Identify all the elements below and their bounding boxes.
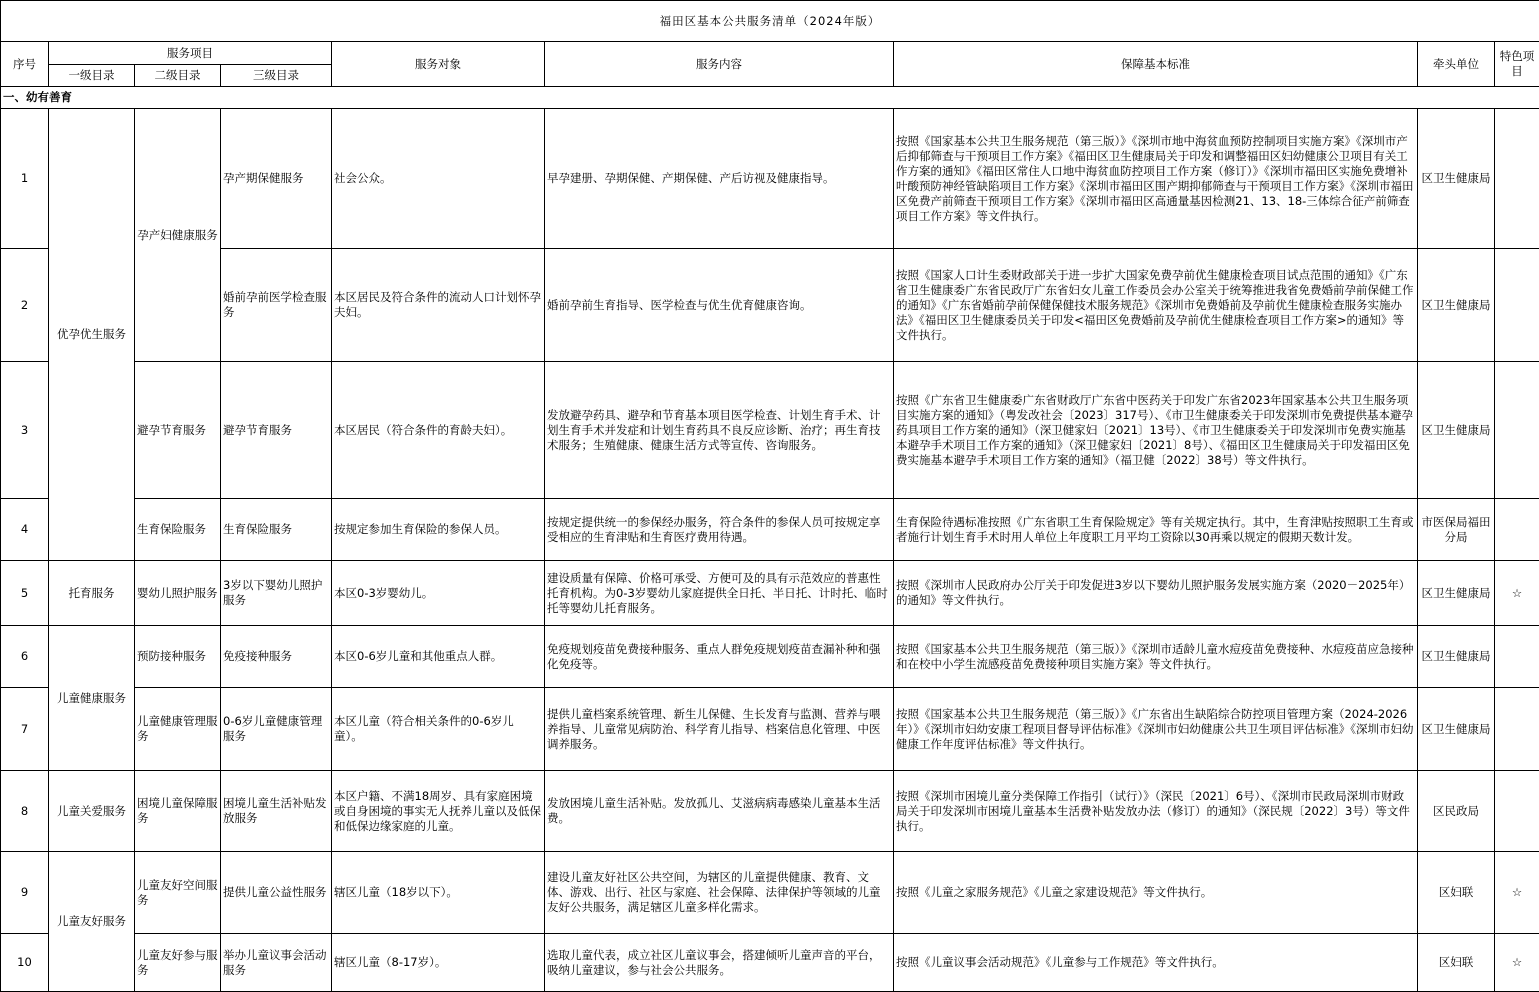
- table-row: [1, 626, 1539, 688]
- page-title: 福田区基本公共服务清单（2024年版）: [1, 1, 1539, 42]
- level3-cell: 提供儿童公益性服务: [221, 852, 332, 934]
- target-cell: 按规定参加生育保险的参保人员。: [332, 499, 545, 561]
- unit-cell: 区卫生健康局: [1418, 249, 1495, 362]
- table-row: [1, 688, 1539, 771]
- header-content: 服务内容: [545, 42, 894, 87]
- standard-cell: 按照《国家人口计生委财政部关于进一步扩大国家免费孕前优生健康检查项目试点范围的通知》《广东省卫生健康委广东省民政厅广东省妇女儿童工作委员会办公室关于统筹推进我省免费婚前孕前保健工作的通知》《广东省婚前孕前保健保健技术服务规范》《深圳市免费婚前及孕前优生健康检查服务实施办法》《福田区卫生健康委员关于印发<福田区免费婚前及孕前优生健康检查项目工作方案>的通知》等文件执行。: [894, 249, 1418, 362]
- level2-cell: 儿童友好空间服务: [135, 852, 221, 934]
- section-title: 一、幼有善育: [1, 87, 1539, 109]
- special-cell: [1495, 109, 1539, 249]
- unit-cell: 市医保局福田分局: [1418, 499, 1495, 561]
- row-number: 1: [1, 109, 49, 249]
- target-cell: 本区0-6岁儿童和其他重点人群。: [332, 626, 545, 688]
- level3-cell: 3岁以下婴幼儿照护服务: [221, 561, 332, 626]
- level3-cell: 0-6岁儿童健康管理服务: [221, 688, 332, 771]
- table-row: [1, 934, 1539, 992]
- header-standard: 保障基本标准: [894, 42, 1418, 87]
- row-number: 9: [1, 852, 49, 934]
- level2-cell: 生育保险服务: [135, 499, 221, 561]
- unit-cell: 区卫生健康局: [1418, 626, 1495, 688]
- target-cell: 本区居民（符合条件的育龄夫妇）。: [332, 362, 545, 499]
- target-cell: 本区居民及符合条件的流动人口计划怀孕夫妇。: [332, 249, 545, 362]
- level1-cell: 儿童关爱服务: [49, 771, 135, 852]
- level1-cell: 优孕优生服务: [49, 109, 135, 561]
- content-cell: 选取儿童代表，成立社区儿童议事会，搭建倾听儿童声音的平台，吸纳儿童建议，参与社会公共服务。: [545, 934, 894, 992]
- row-number: 7: [1, 688, 49, 771]
- row-number: 5: [1, 561, 49, 626]
- unit-cell: 区妇联: [1418, 934, 1495, 992]
- row-number: 2: [1, 249, 49, 362]
- standard-cell: 按照《国家基本公共卫生服务规范（第三版）》《深圳市适龄儿童水痘疫苗免费接种、水痘疫苗应急接种和在校中小学生流感疫苗免费接种项目实施方案》等文件执行。: [894, 626, 1418, 688]
- header-target: 服务对象: [332, 42, 545, 87]
- level1-cell: 托育服务: [49, 561, 135, 626]
- standard-cell: 按照《国家基本公共卫生服务规范（第三版）》《广东省出生缺陷综合防控项目管理方案（2024-2026年）》《深圳市妇幼安康工程项目督导评估标准》《深圳市妇幼健康公共卫生项目评估标准》《深圳市妇幼健康工作年度评估标准》等文件执行。: [894, 688, 1418, 771]
- target-cell: 本区户籍、不满18周岁、具有家庭困境或自身困境的事实无人抚养儿童以及低保和低保边缘家庭的儿童。: [332, 771, 545, 852]
- content-cell: 按规定提供统一的参保经办服务，符合条件的参保人员可按规定享受相应的生育津贴和生育医疗费用待遇。: [545, 499, 894, 561]
- unit-cell: 区民政局: [1418, 771, 1495, 852]
- standard-cell: 生育保险待遇标准按照《广东省职工生育保险规定》等有关规定执行。其中，生育津贴按照职工生育或者施行计划生育手术时用人单位上年度职工月平均工资除以30再乘以规定的假期天数计发。: [894, 499, 1418, 561]
- level2-cell: 困境儿童保障服务: [135, 771, 221, 852]
- target-cell: 辖区儿童（18岁以下）。: [332, 852, 545, 934]
- content-cell: 发放困境儿童生活补贴。发放孤儿、艾滋病病毒感染儿童基本生活费。: [545, 771, 894, 852]
- content-cell: 建设儿童友好社区公共空间，为辖区的儿童提供健康、教育、文体、游戏、出行、社区与家庭、社会保障、法律保护等领域的儿童友好公共服务，满足辖区儿童多样化需求。: [545, 852, 894, 934]
- special-cell: ☆: [1495, 934, 1539, 992]
- header-special: 特色项目: [1495, 42, 1539, 87]
- header-level2: 二级目录: [135, 65, 221, 87]
- standard-cell: 按照《深圳市困境儿童分类保障工作指引（试行）》（深民〔2021〕6号）、《深圳市民政局深圳市财政局关于印发深圳市困境儿童基本生活费补贴发放办法（修订）的通知》（深民规〔2022〕3号）等文件执行。: [894, 771, 1418, 852]
- standard-cell: 按照《深圳市人民政府办公厅关于印发促进3岁以下婴幼儿照护服务发展实施方案（2020－2025年）的通知》等文件执行。: [894, 561, 1418, 626]
- special-cell: ☆: [1495, 561, 1539, 626]
- standard-cell: 按照《广东省卫生健康委广东省财政厅广东省中医药关于印发广东省2023年国家基本公共卫生服务项目实施方案的通知》（粤发改社会〔2023〕317号）、《市卫生健康委关于印发深圳市免费提供基本避孕药具项目工作方案的通知》（深卫健家妇〔2021〕13号）、《市卫生健康委关于印发深圳市免费实施基本避孕手术项目工作方案的通知》（深卫健家妇〔2021〕8号）、《福田区卫生健康局关于印发福田区免费实施基本避孕手术项目工作方案的通知》（福卫健〔2022〕38号）等文件执行。: [894, 362, 1418, 499]
- special-cell: [1495, 771, 1539, 852]
- standard-cell: 按照《国家基本公共卫生服务规范（第三版）》《深圳市地中海贫血预防控制项目实施方案》《深圳市产后抑郁筛查与干预项目工作方案》《福田区卫生健康局关于印发和调整福田区妇幼健康公卫项目有关工作方案的通知》《福田区常住人口地中海贫血防控项目工作方案（修订）》《深圳市福田区实施免费增补叶酸预防神经管缺陷项目工作方案》《深圳市福田区围产期抑郁筛查与干预项目工作方案》《深圳市福田区免费产前筛查干预项目工作方案》《深圳市福田区高通量基因检测21、13、18-三体综合征产前筛查项目工作方案》等文件执行。: [894, 109, 1418, 249]
- special-cell: [1495, 249, 1539, 362]
- content-cell: 婚前孕前生育指导、医学检查与优生优育健康咨询。: [545, 249, 894, 362]
- unit-cell: 区卫生健康局: [1418, 561, 1495, 626]
- special-cell: [1495, 362, 1539, 499]
- header-service-items: 服务项目: [49, 42, 332, 65]
- table-row: [1, 362, 1539, 499]
- level3-cell: 困境儿童生活补贴发放服务: [221, 771, 332, 852]
- row-number: 6: [1, 626, 49, 688]
- level2-cell: 孕产妇健康服务: [135, 109, 221, 362]
- special-cell: [1495, 499, 1539, 561]
- level3-cell: 生育保险服务: [221, 499, 332, 561]
- standard-cell: 按照《儿童议事会活动规范》《儿童参与工作规范》等文件执行。: [894, 934, 1418, 992]
- unit-cell: 区卫生健康局: [1418, 688, 1495, 771]
- target-cell: 本区儿童（符合相关条件的0-6岁儿童）。: [332, 688, 545, 771]
- header-level3: 三级目录: [221, 65, 332, 87]
- level1-cell: 儿童健康服务: [49, 626, 135, 771]
- row-number: 3: [1, 362, 49, 499]
- content-cell: 提供儿童档案系统管理、新生儿保健、生长发育与监测、营养与喂养指导、儿童常见病防治、科学育儿指导、档案信息化管理、中医调养服务。: [545, 688, 894, 771]
- level2-cell: 婴幼儿照护服务: [135, 561, 221, 626]
- level3-cell: 举办儿童议事会活动服务: [221, 934, 332, 992]
- row-number: 8: [1, 771, 49, 852]
- row-number: 4: [1, 499, 49, 561]
- standard-cell: 按照《儿童之家服务规范》《儿童之家建设规范》等文件执行。: [894, 852, 1418, 934]
- table-row: [1, 852, 1539, 934]
- target-cell: 辖区儿童（8-17岁）。: [332, 934, 545, 992]
- unit-cell: 区卫生健康局: [1418, 362, 1495, 499]
- level2-cell: 避孕节育服务: [135, 362, 221, 499]
- level1-cell: 儿童友好服务: [49, 852, 135, 992]
- level3-cell: 婚前孕前医学检查服务: [221, 249, 332, 362]
- content-cell: 发放避孕药具、避孕和节育基本项目医学检查、计划生育手术、计划生育手术并发症和计划生育药具不良反应诊断、治疗；再生育技术服务；生殖健康、健康生活方式等宣传、咨询服务。: [545, 362, 894, 499]
- level2-cell: 儿童健康管理服务: [135, 688, 221, 771]
- table-row: [1, 499, 1539, 561]
- header-seq: 序号: [1, 42, 49, 87]
- header-lead-unit: 牵头单位: [1418, 42, 1495, 87]
- row-number: 10: [1, 934, 49, 992]
- level3-cell: 避孕节育服务: [221, 362, 332, 499]
- header-level1: 一级目录: [49, 65, 135, 87]
- table-row: [1, 771, 1539, 852]
- table-row: [1, 109, 1539, 249]
- level3-cell: 孕产期保健服务: [221, 109, 332, 249]
- table-row: [1, 249, 1539, 362]
- content-cell: 免疫规划疫苗免费接种服务、重点人群免疫规划疫苗查漏补种和强化免疫等。: [545, 626, 894, 688]
- content-cell: 建设质量有保障、价格可承受、方便可及的具有示范效应的普惠性托育机构。为0-3岁婴幼儿家庭提供全日托、半日托、计时托、临时托等婴幼儿托育服务。: [545, 561, 894, 626]
- unit-cell: 区妇联: [1418, 852, 1495, 934]
- special-cell: [1495, 626, 1539, 688]
- unit-cell: 区卫生健康局: [1418, 109, 1495, 249]
- level3-cell: 免疫接种服务: [221, 626, 332, 688]
- special-cell: ☆: [1495, 852, 1539, 934]
- target-cell: 本区0-3岁婴幼儿。: [332, 561, 545, 626]
- table-row: [1, 561, 1539, 626]
- content-cell: 早孕建册、孕期保健、产期保健、产后访视及健康指导。: [545, 109, 894, 249]
- special-cell: [1495, 688, 1539, 771]
- level2-cell: 预防接种服务: [135, 626, 221, 688]
- target-cell: 社会公众。: [332, 109, 545, 249]
- level2-cell: 儿童友好参与服务: [135, 934, 221, 992]
